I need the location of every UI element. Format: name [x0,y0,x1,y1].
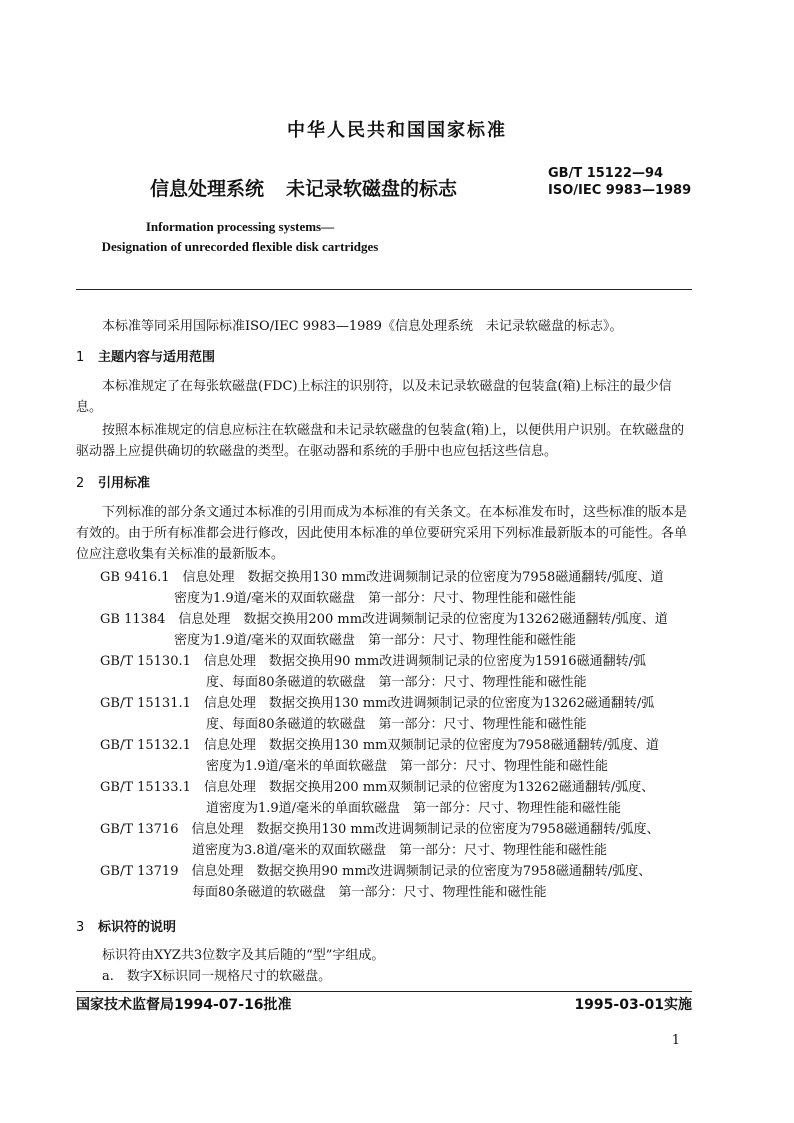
reference-line-1: GB/T 15131.1 信息处理 数据交换用130 mm改进调频制记录的位密度为13262磁通翻转/弧 [100,696,655,711]
section-2-number: 2 [76,476,85,491]
title-cn-part-a: 信息处理系统 [150,178,265,200]
section-1-paragraph-2: 按照本标准规定的信息应标注在软磁盘和未记录软磁盘的包装盒(箱)上，以便供用户识别。在软磁盘的驱动器上应提供确切的软磁盘的类型。在驱动器和系统的手册中也应包括这些信息。 [76,423,685,459]
intro-paragraph: 本标准等同采用国际标准ISO/IEC 9983—1989《信息处理系统 未记录软磁盘的标志》。 [102,319,623,334]
standard-number-gb: GB/T 15122—94 [548,166,664,181]
title-en-line-2: Designation of unrecorded flexible disk cartridges [101,239,379,254]
document-title-en [0,217,480,257]
reference-line-2: 道密度为3.8道/毫米的双面软磁盘 第一部分：尺寸、物理性能和磁性能 [192,843,608,858]
section-2-heading [76,472,150,491]
section-1-number: 1 [76,350,85,365]
approval-date: 国家技术监督局1994-07-16批准 [76,997,292,1013]
document-title-cn [150,174,457,201]
reference-line-2: 密度为1.9道/毫米的单面软磁盘 第一部分：尺寸、物理性能和磁性能 [206,759,609,774]
section-2-title: 引用标准 [98,476,151,491]
top-divider [76,289,692,290]
reference-item [100,861,692,903]
reference-line-1: GB/T 13716 信息处理 数据交换用130 mm改进调频制记录的位密度为7958磁通翻转/弧度、 [100,822,660,837]
reference-item [100,777,692,819]
title-cn-part-b: 未记录软磁盘的标志 [286,178,458,200]
section-3-heading [76,916,176,935]
reference-line-2: 密度为1.9道/毫米的双面软磁盘 第一部分：尺寸、物理性能和磁性能 [174,591,577,606]
standard-number-iso: ISO/IEC 9983—1989 [548,183,692,198]
section-1-paragraph-1: 本标准规定了在每张软磁盘(FDC)上标注的识别符，以及未记录软磁盘的包装盒(箱)上标注的最少信息。 [76,379,672,415]
reference-item [100,651,692,693]
reference-line-2: 度、每面80条磁道的软磁盘 第一部分：尺寸、物理性能和磁性能 [206,717,587,732]
reference-item [100,609,692,651]
page-number: 1 [671,1033,680,1048]
reference-line-2: 每面80条磁道的软磁盘 第一部分：尺寸、物理性能和磁性能 [192,885,547,900]
reference-item [100,819,692,861]
reference-line-1: GB 11384 信息处理 数据交换用200 mm改进调频制记录的位密度为13262磁通翻转/弧度、道 [100,612,668,627]
reference-line-2: 道密度为1.9道/毫米的单面软磁盘 第一部分：尺寸、物理性能和磁性能 [206,801,622,816]
reference-line-1: GB/T 15130.1 信息处理 数据交换用90 mm改进调频制记录的位密度为15916磁通翻转/弧 [100,654,646,669]
issuing-header: 中华人民共和国国家标准 [287,120,507,141]
reference-line-2: 度、每面80条磁道的软磁盘 第一部分：尺寸、物理性能和磁性能 [206,675,587,690]
section-1-heading [76,346,215,365]
reference-line-1: GB/T 13719 信息处理 数据交换用90 mm改进调频制记录的位密度为7958磁通翻转/弧度、 [100,864,652,879]
section-3-paragraph-1: 标识符由XYZ共3位数字及其后随的“型”字组成。 [102,948,385,963]
title-en-line-1: Information processing systems— [145,219,335,234]
section-3-item-a: a. 数字X标识同一规格尺寸的软磁盘。 [102,969,332,984]
section-3-number: 3 [76,920,85,935]
reference-item [100,567,692,609]
section-3-title: 标识符的说明 [98,920,177,935]
reference-line-1: GB/T 15132.1 信息处理 数据交换用130 mm双频制记录的位密度为7958磁通翻转/弧度、道 [100,738,659,753]
reference-item [100,693,692,735]
reference-item [100,735,692,777]
bottom-divider [76,991,692,992]
standard-number-block [548,165,691,199]
section-2-paragraph-1: 下列标准的部分条文通过本标准的引用而成为本标准的有关条文。在本标准发布时，这些标准的版本是有效的。由于所有标准都会进行修改，因此使用本标准的单位要研究采用下列标准最新版本的可能性。各单位应注意收集有关标准的最新版本。 [76,505,688,562]
reference-line-1: GB 9416.1 信息处理 数据交换用130 mm改进调频制记录的位密度为7958磁通翻转/弧度、道 [100,570,664,585]
reference-line-2: 密度为1.9道/毫米的双面软磁盘 第一部分：尺寸、物理性能和磁性能 [174,633,577,648]
section-1-title: 主题内容与适用范围 [98,350,216,365]
reference-line-1: GB/T 15133.1 信息处理 数据交换用200 mm双频制记录的位密度为13262磁通翻转/弧度、 [100,780,655,795]
implementation-date: 1995-03-01实施 [574,997,692,1013]
